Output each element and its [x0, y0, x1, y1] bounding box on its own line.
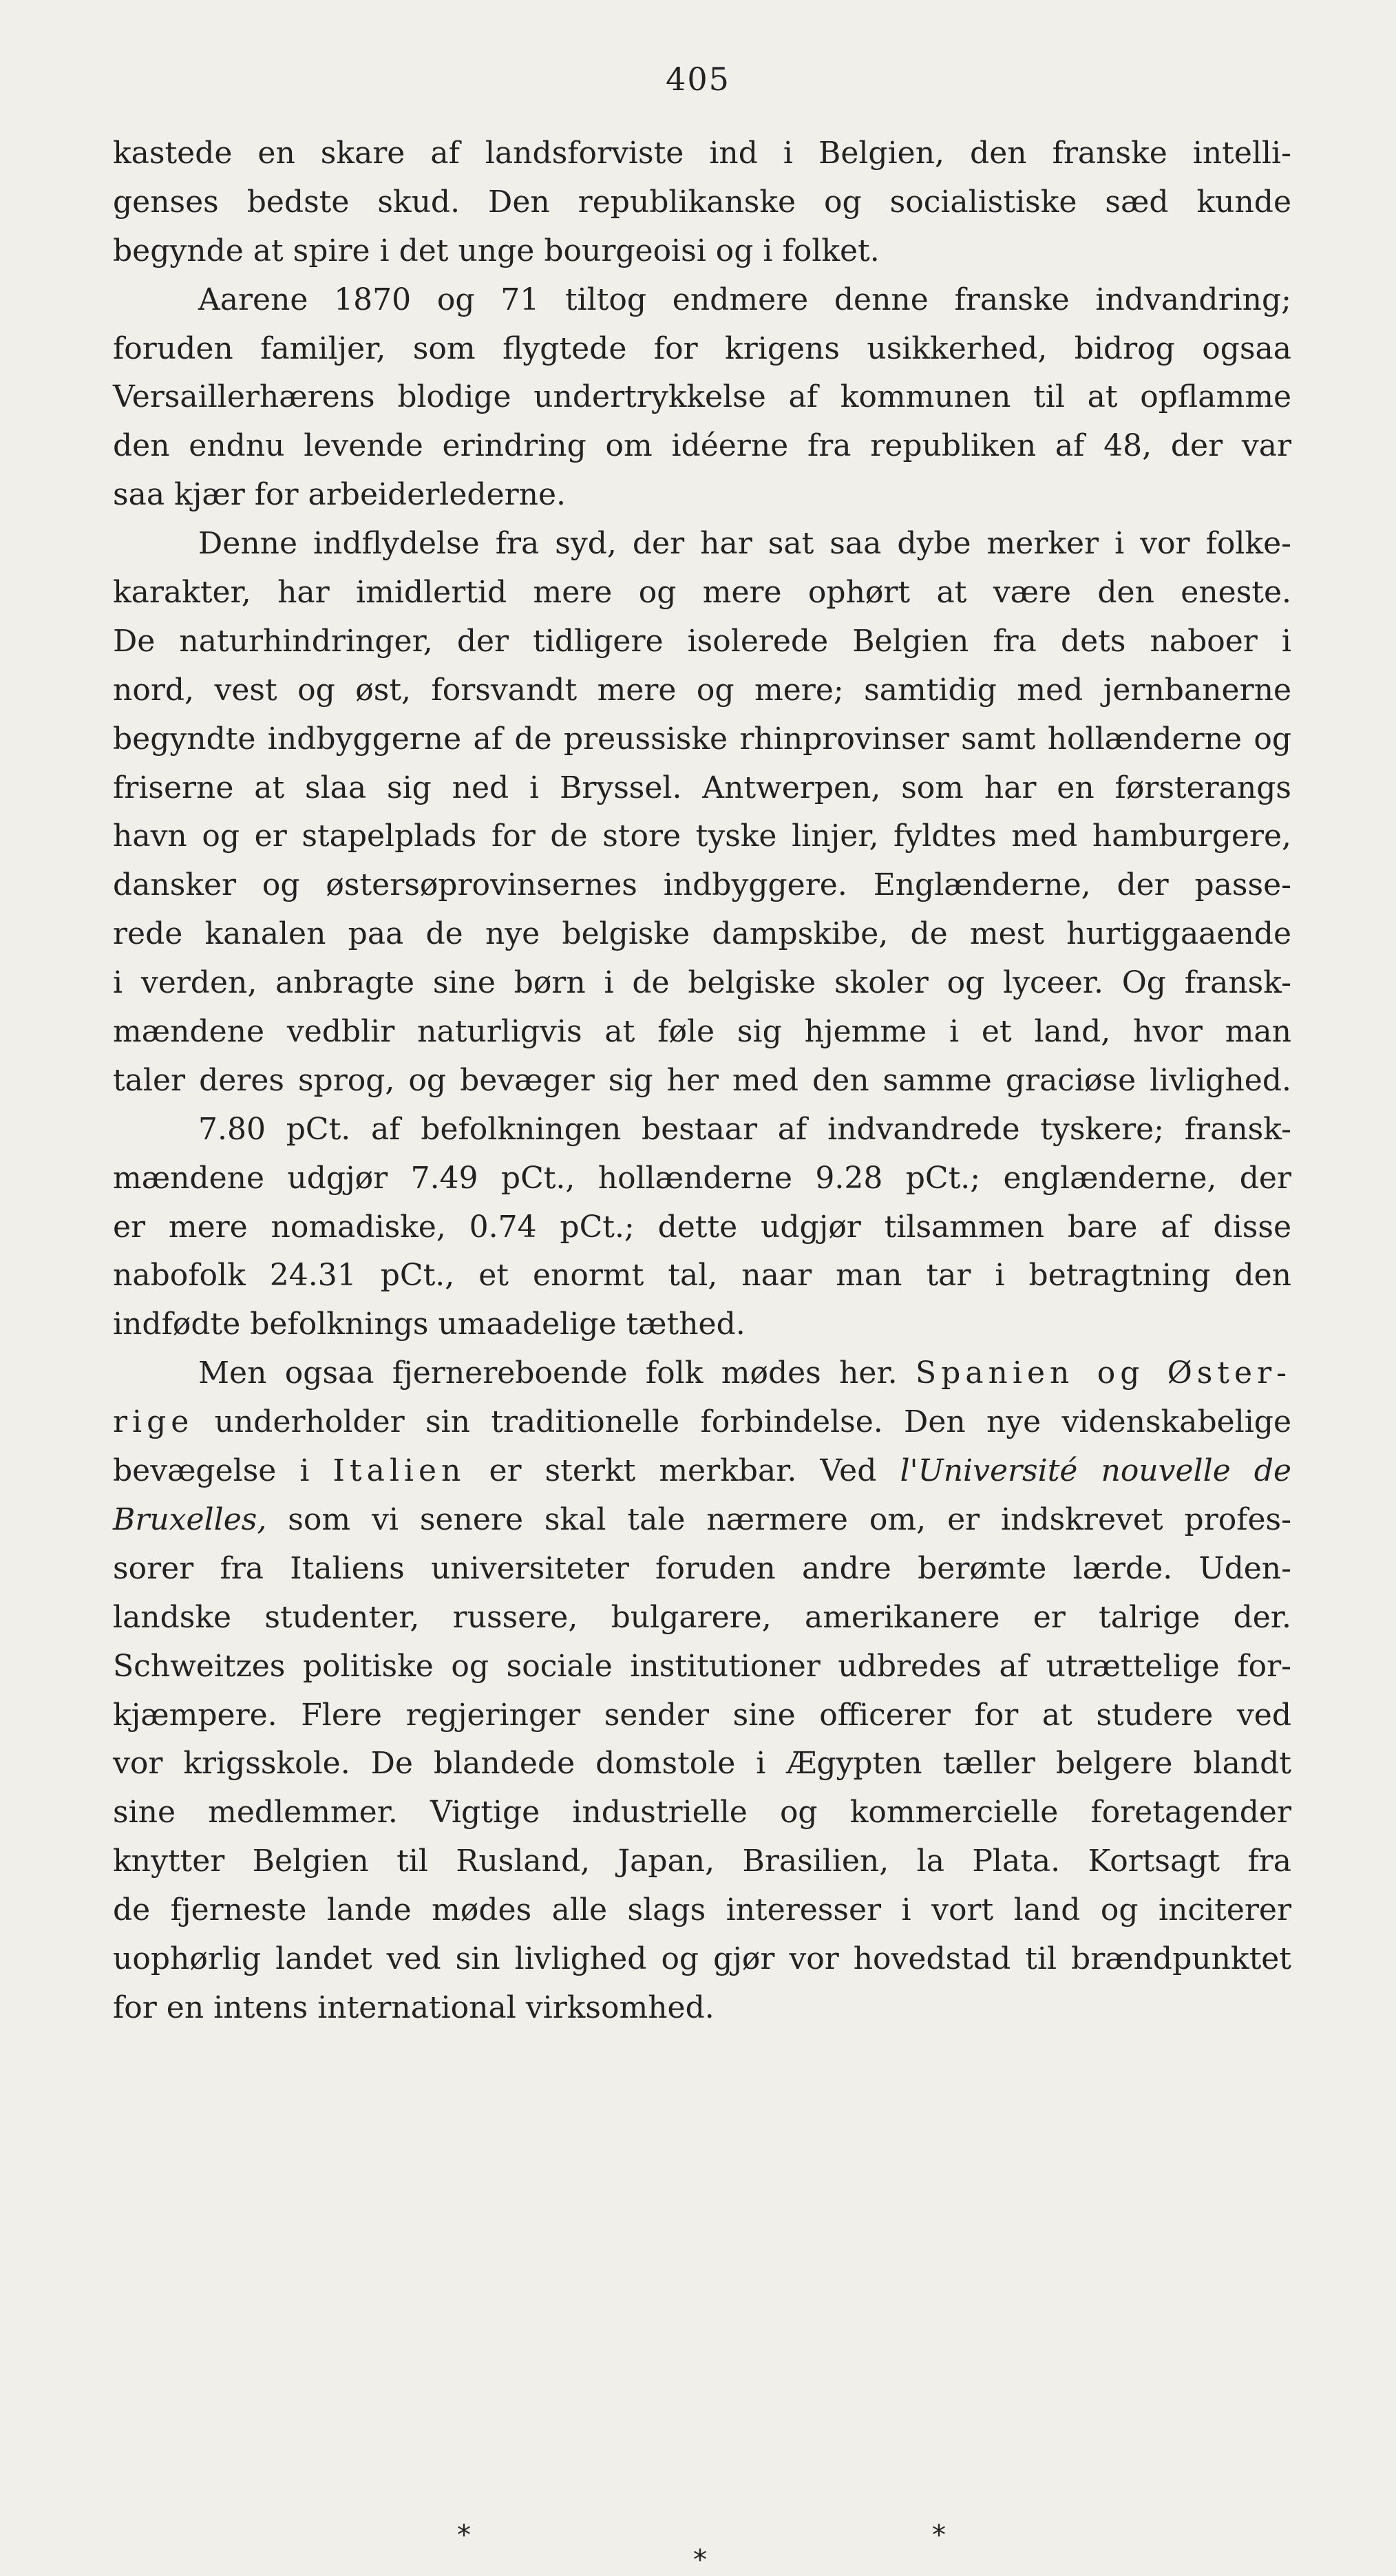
- text-line: den endnu levende erindring om idéerne fra republiken af 48, der var: [113, 428, 1291, 464]
- text-line: landske studenter, russere, bulgarere, amerikanere er talrige der.: [113, 1599, 1291, 1635]
- paragraph-first-line: [113, 1349, 1291, 1398]
- text-segment-spaced: rige: [113, 1404, 194, 1440]
- text-line: taler deres sprog, og bevæger sig her med den samme graciøse livlighed.: [113, 1062, 1291, 1098]
- text-line: sorer fra Italiens universiteter foruden andre berømte lærde. Uden-: [113, 1550, 1291, 1586]
- text-line: havn og er stapelplads for de store tyske linjer, fyldtes med hamburgere,: [113, 819, 1291, 854]
- text-line: de fjerneste lande mødes alle slags interesser i vort land og inciterer: [113, 1892, 1291, 1928]
- asterisk: *: [932, 2520, 946, 2551]
- text-line: knytter Belgien til Rusland, Japan, Brasilien, la Plata. Kortsagt fra: [113, 1844, 1291, 1879]
- text-segment-italic: Bruxelles,: [113, 1501, 267, 1537]
- text-line: kastede en skare af landsforviste ind i Belgien, den franske intelli-: [113, 136, 1291, 171]
- page-number: 405: [666, 61, 730, 98]
- text-line: mændene udgjør 7.49 pCt., hollænderne 9.28 pCt.; englænderne, der: [113, 1160, 1291, 1196]
- text-line: friserne at slaa sig ned i Bryssel. Antwerpen, som har en førsterangs: [113, 770, 1291, 805]
- text-line: begynde at spire i det unge bourgeoisi og i folket.: [113, 233, 880, 268]
- paragraph-first-line: Denne indflydelse fra syd, der har sat saa dybe merker i vor folke-: [198, 526, 1291, 562]
- text-line: [113, 1496, 1291, 1545]
- text-segment-italic: l'Université nouvelle de: [900, 1453, 1291, 1489]
- text-line: karakter, har imidlertid mere og mere ophørt at være den eneste.: [113, 575, 1291, 611]
- text-segment: underholder sin traditionelle forbindelse. Den nye videnskabelige: [214, 1404, 1291, 1440]
- paragraph-first-line: 7.80 pCt. af befolkningen bestaar af indvandrede tyskere; fransk-: [198, 1111, 1291, 1147]
- text-line: er mere nomadiske, 0.74 pCt.; dette udgjør tilsammen bare af disse: [113, 1209, 1291, 1245]
- text-line: begyndte indbyggerne af de preussiske rhinprovinser samt hollænderne og: [113, 721, 1291, 757]
- body-text: [113, 129, 1291, 2033]
- text-line: vor krigsskole. De blandede domstole i Ægypten tæller belgere blandt: [113, 1746, 1291, 1782]
- text-segment: bevægelse i: [113, 1453, 310, 1489]
- text-line: i verden, anbragte sine børn i de belgiske skoler og lyceer. Og fransk-: [113, 965, 1291, 1001]
- asterisk: *: [457, 2520, 471, 2551]
- text-line: kjæmpere. Flere regjeringer sender sine officerer for at studere ved: [113, 1697, 1291, 1733]
- text-segment: er sterkt merkbar. Ved: [489, 1453, 877, 1489]
- text-line: genses bedste skud. Den republikanske og socialistiske sæd kunde: [113, 184, 1291, 220]
- text-line: rede kanalen paa de nye belgiske dampskibe, de mest hurtiggaaende: [113, 916, 1291, 952]
- text-line: Schweitzes politiske og sociale institutioner udbredes af utrættelige for-: [113, 1648, 1291, 1684]
- text-line: nabofolk 24.31 pCt., et enormt tal, naar man tar i betragtning den: [113, 1258, 1291, 1294]
- text-line: mændene vedblir naturligvis at føle sig hjemme i et land, hvor man: [113, 1014, 1291, 1050]
- text-line: nord, vest og øst, forsvandt mere og mere; samtidig med jernbanerne: [113, 672, 1291, 708]
- text-line: dansker og østersøprovinsernes indbyggere. Englænderne, der passe-: [113, 867, 1291, 903]
- text-line: uophørlig landet ved sin livlighed og gjør vor hovedstad til brændpunktet: [113, 1941, 1291, 1976]
- text-line: [113, 1447, 1291, 1496]
- text-line: Versaillerhærens blodige undertrykkelse af kommunen til at opflamme: [113, 379, 1291, 415]
- text-line: De naturhindringer, der tidligere isolerede Belgien fra dets naboer i: [113, 623, 1291, 659]
- text-line: saa kjær for arbeiderlederne.: [113, 477, 567, 513]
- text-segment-spaced: Italien: [332, 1453, 466, 1489]
- asterisk: *: [693, 2544, 707, 2576]
- text-segment-spaced: Spanien og Øster-: [916, 1355, 1291, 1391]
- text-line: foruden familjer, som flygtede for krigens usikkerhed, bidrog ogsaa: [113, 330, 1291, 366]
- text-segment: som vi senere skal tale nærmere om, er indskrevet profes-: [288, 1501, 1291, 1537]
- text-line: indfødte befolknings umaadelige tæthed.: [113, 1307, 745, 1342]
- text-line: [113, 1398, 1291, 1447]
- text-line: for en intens international virksomhed.: [113, 1989, 715, 2025]
- paragraph-first-line: Aarene 1870 og 71 tiltog endmere denne franske indvandring;: [198, 282, 1291, 317]
- text-line: sine medlemmer. Vigtige industrielle og kommercielle foretagender: [113, 1795, 1291, 1830]
- text-segment: Men ogsaa fjernereboende folk mødes her.: [198, 1355, 898, 1391]
